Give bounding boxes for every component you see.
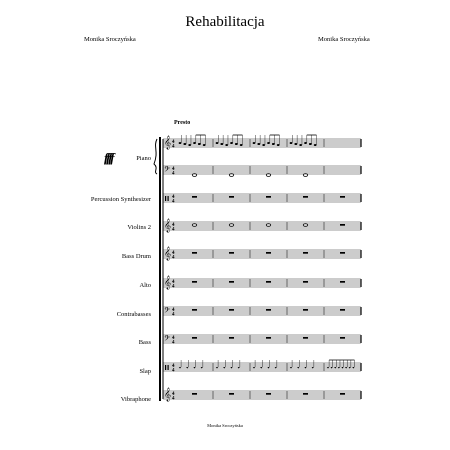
whole-rest — [266, 196, 271, 198]
staves — [154, 135, 361, 402]
note-head — [257, 143, 260, 145]
whole-rest — [303, 252, 308, 254]
percussion-note — [179, 367, 181, 369]
composer-left: Monika Sroczyńska — [84, 36, 136, 43]
whole-rest — [303, 337, 308, 339]
time-signature-bottom: 4 — [172, 144, 175, 150]
whole-rest — [229, 309, 234, 311]
percussion-note — [304, 367, 306, 369]
whole-rest — [303, 309, 308, 311]
percussion-clef — [165, 196, 166, 201]
note-head — [198, 143, 201, 145]
whole-rest — [229, 337, 234, 339]
whole-rest — [340, 337, 345, 339]
instrument-label-alto: Alto — [139, 282, 151, 289]
percussion-note — [238, 367, 240, 369]
percussion-note — [327, 367, 329, 369]
instrument-label-piano: Piano — [136, 155, 151, 162]
composer-right: Monika Sroczyńska — [318, 36, 370, 43]
whole-rest — [229, 393, 234, 395]
time-signature-bottom: 4 — [172, 284, 175, 290]
instrument-label-violins-2: Violins 2 — [127, 224, 151, 231]
percussion-note — [275, 367, 277, 369]
whole-rest — [266, 281, 271, 283]
time-signature-bottom: 4 — [172, 312, 175, 318]
note-head — [225, 144, 228, 146]
percussion-note — [341, 367, 343, 369]
score-title: Rehabilitacja — [185, 14, 265, 30]
time-signature-top: 4 — [172, 280, 175, 285]
instrument-label-vibraphone: Vibraphone — [120, 396, 151, 403]
note-head — [277, 144, 280, 146]
percussion-note — [338, 367, 340, 369]
percussion-clef — [168, 365, 169, 370]
whole-rest — [229, 196, 234, 198]
note-head — [253, 142, 256, 144]
time-signature-bottom: 4 — [172, 368, 175, 374]
percussion-note — [260, 367, 262, 369]
time-signature-bottom: 4 — [172, 396, 175, 402]
note-head — [203, 144, 206, 146]
time-signature-top: 4 — [172, 140, 175, 145]
whole-rest — [266, 252, 271, 254]
whole-rest — [192, 281, 197, 283]
time-signature-top: 4 — [172, 167, 175, 172]
time-signature-top: 4 — [172, 364, 175, 369]
percussion-note — [312, 367, 314, 369]
percussion-clef — [165, 365, 166, 370]
piano-brace — [154, 139, 157, 174]
page-footer: Monika Sroczyńska — [207, 423, 243, 428]
whole-rest — [340, 309, 345, 311]
note-head — [216, 142, 219, 144]
time-signature-top: 4 — [172, 195, 175, 200]
whole-rest — [266, 337, 271, 339]
note-head — [294, 143, 297, 145]
instrument-label-bass-drum: Bass Drum — [121, 253, 151, 260]
percussion-note — [334, 367, 336, 369]
note-head — [193, 142, 196, 144]
instrument-label-bass: Bass — [138, 339, 151, 346]
percussion-note — [297, 367, 299, 369]
note-head — [220, 143, 223, 145]
whole-rest — [229, 281, 234, 283]
whole-rest — [229, 252, 234, 254]
percussion-note — [349, 367, 351, 369]
treble-clef: 𝄞 — [164, 135, 172, 149]
bass-clef: 𝄢 — [164, 335, 170, 345]
percussion-note — [253, 367, 255, 369]
percussion-note — [267, 367, 269, 369]
note-head — [304, 142, 307, 144]
treble-clef: 𝄞 — [164, 218, 172, 232]
note-head — [183, 143, 186, 145]
bass-clef: 𝄢 — [164, 307, 170, 317]
time-signature-bottom: 4 — [172, 340, 175, 346]
tempo-marking: Presto — [174, 120, 191, 126]
percussion-note — [352, 367, 354, 369]
note-head — [267, 142, 270, 144]
percussion-note — [193, 367, 195, 369]
note-head — [299, 144, 302, 146]
time-signature-bottom: 4 — [172, 255, 175, 261]
time-signature-top: 4 — [172, 392, 175, 397]
percussion-note — [290, 367, 292, 369]
whole-rest — [340, 196, 345, 198]
whole-rest — [266, 393, 271, 395]
percussion-note — [345, 367, 347, 369]
whole-rest — [192, 252, 197, 254]
note-head — [262, 144, 265, 146]
percussion-note — [201, 367, 203, 369]
percussion-note — [230, 367, 232, 369]
note-head — [235, 143, 238, 145]
note-head — [230, 142, 233, 144]
percussion-note — [330, 367, 332, 369]
treble-clef: 𝄞 — [164, 275, 172, 289]
treble-clef: 𝄞 — [164, 246, 172, 260]
note-head — [179, 142, 182, 144]
time-signature-top: 4 — [172, 223, 175, 228]
whole-rest — [340, 393, 345, 395]
whole-rest — [340, 224, 345, 226]
percussion-note — [186, 367, 188, 369]
instrument-label-contrabasses: Contrabasses — [116, 311, 151, 318]
time-signature-top: 4 — [172, 308, 175, 313]
time-signature-top: 4 — [172, 251, 175, 256]
whole-rest — [340, 281, 345, 283]
percussion-note — [223, 367, 225, 369]
time-signature-top: 4 — [172, 336, 175, 341]
treble-clef: 𝄞 — [164, 387, 172, 401]
whole-rest — [266, 309, 271, 311]
dynamic-marking: ffff — [104, 150, 113, 165]
whole-rest — [303, 281, 308, 283]
time-signature-bottom: 4 — [172, 171, 175, 177]
instrument-label-slap: Slap — [139, 368, 151, 375]
note-head — [314, 144, 317, 146]
whole-rest — [192, 337, 197, 339]
note-head — [309, 143, 312, 145]
note-head — [290, 142, 293, 144]
whole-rest — [192, 309, 197, 311]
bass-clef: 𝄢 — [164, 166, 170, 176]
whole-rest — [192, 196, 197, 198]
whole-rest — [303, 196, 308, 198]
whole-rest — [303, 393, 308, 395]
time-signature-bottom: 4 — [172, 199, 175, 205]
instrument-label-percussion-synth: Percussion Synthesizer — [90, 196, 151, 203]
note-head — [240, 144, 243, 146]
percussion-clef — [168, 196, 169, 201]
time-signature-bottom: 4 — [172, 227, 175, 233]
whole-rest — [340, 252, 345, 254]
note-head — [188, 144, 191, 146]
percussion-note — [216, 367, 218, 369]
note-head — [272, 143, 275, 145]
whole-rest — [192, 393, 197, 395]
